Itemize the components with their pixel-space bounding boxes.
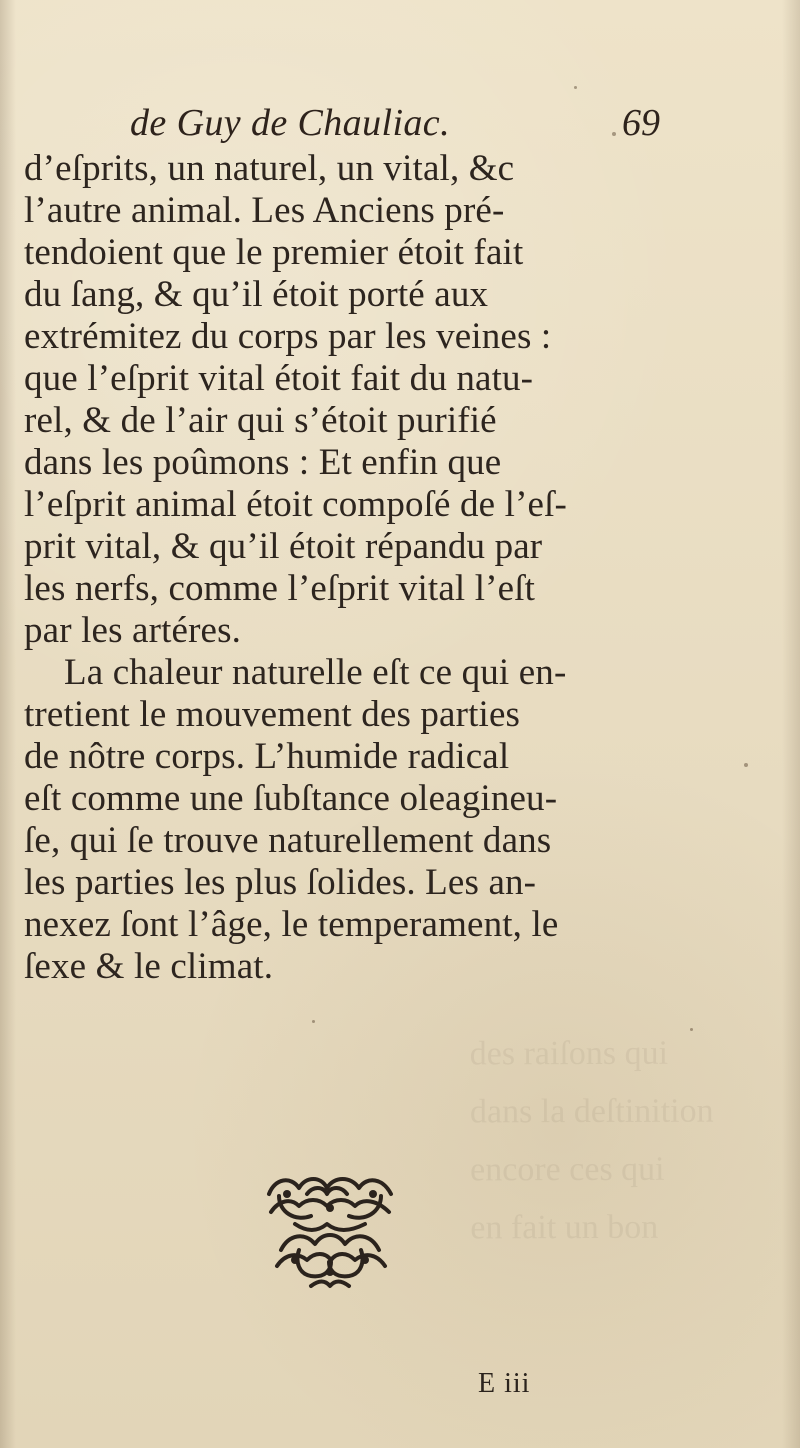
text-line: les parties les plus ſolides. Les an-: [24, 862, 537, 903]
paper-speck: [744, 763, 748, 767]
text-line: prit vital, & qu’il étoit répandu par: [24, 526, 543, 567]
right-page-shadow: [782, 0, 800, 1448]
text-line: que l’eſprit vital étoit fait du natu-: [24, 358, 534, 399]
page-header: [130, 104, 660, 148]
paper-speck: [312, 1020, 315, 1023]
text-line: de nôtre corps. L’humide radical: [24, 736, 510, 777]
page-number: 69: [622, 102, 660, 144]
text-line: eſt comme une ſubſtance oleagineu-: [24, 778, 558, 819]
text-line: rel, & de l’air qui s’étoit purifié: [24, 400, 497, 441]
text-line: du ſang, & qu’il étoit porté aux: [24, 274, 489, 315]
text-line: l’autre animal. Les Anciens pré-: [24, 190, 505, 231]
text-line: nexez ſont l’âge, le temperament, le: [24, 904, 559, 945]
signature-mark: E iii: [478, 1368, 531, 1399]
text-line: ſe, qui ſe trouve naturellement dans: [24, 820, 552, 861]
main-text: [24, 148, 680, 988]
paragraph-start-line: La chaleur naturelle eſt ce qui en-: [64, 652, 567, 693]
text-line: tendoient que le premier étoit fait: [24, 232, 524, 273]
paper-speck: [574, 86, 577, 89]
text-line: l’eſprit animal étoit compoſé de l’eſ-: [24, 484, 568, 525]
text-line: extrémitez du corps par les veines :: [24, 316, 552, 357]
text-line: d’eſprits, un naturel, un vital, &c: [24, 148, 515, 189]
bleed-through-text: des raiſons qui dans la deſtinition encore ces qui en fait un bon: [469, 1034, 714, 1247]
text-line: par les artéres.: [24, 610, 242, 651]
text-line: dans les poûmons : Et enfin que: [24, 442, 502, 483]
ornament-icon: [255, 1168, 405, 1298]
left-page-shadow: [0, 0, 16, 1448]
text-line: ſexe & le climat.: [24, 946, 274, 987]
text-line: les nerfs, comme l’eſprit vital l’eſt: [24, 568, 536, 609]
paper-speck: [690, 1028, 693, 1031]
text-line: tretient le mouvement des parties: [24, 694, 521, 735]
running-title: de Guy de Chauliac.: [130, 102, 450, 144]
paper-speck: [612, 132, 616, 136]
